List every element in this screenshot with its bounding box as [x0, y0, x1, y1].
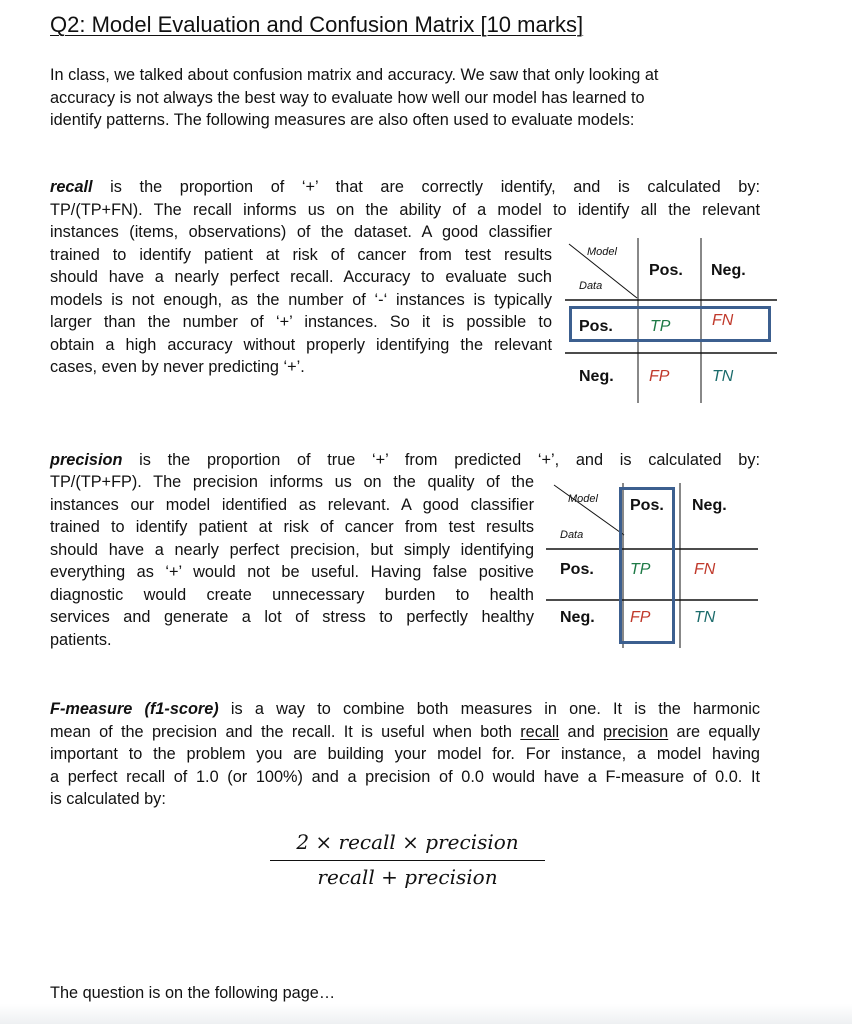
cell-tn: TN — [712, 368, 734, 385]
data-label: Data — [560, 529, 584, 541]
intro-line: identify patterns. The following measures are also often used to evaluate models: — [50, 111, 635, 129]
recall-line: TP/(TP+FN). The recall informs us on the ability of a model to identify all the relevant — [50, 200, 760, 219]
fmeasure-paragraph — [50, 698, 760, 811]
cell-tp: TP — [630, 561, 651, 578]
col-header-pos: Pos. — [630, 497, 664, 514]
recall-first-line-text: is the proportion of ‘+’ that are correctly identify, and is calculated by: — [92, 178, 760, 196]
fmeasure-line: a perfect recall of 1.0 (or 100%) and a precision of 0.0 would have a F-measure of 0.0. It — [50, 767, 760, 786]
precision-confusion-matrix — [546, 483, 761, 648]
f-measure-formula — [270, 830, 545, 889]
recall-line: should have a nearly perfect recall. Accuracy to evaluate such — [50, 268, 552, 286]
precision-paragraph-narrow — [50, 471, 534, 651]
cell-tp: TP — [650, 318, 671, 335]
col-header-neg: Neg. — [711, 262, 746, 279]
row-header-neg: Neg. — [579, 368, 614, 385]
recall-term: recall — [50, 178, 93, 196]
fmeasure-line: is calculated by: — [50, 790, 166, 808]
fmeasure-term: F-measure (f1-score) — [50, 700, 219, 718]
row-header-pos: Pos. — [579, 318, 613, 335]
row-header-pos: Pos. — [560, 561, 594, 578]
fmeasure-second-line — [50, 721, 760, 744]
col-header-neg: Neg. — [692, 497, 727, 514]
recall-confusion-matrix — [565, 238, 785, 403]
data-label: Data — [579, 280, 603, 292]
formula-denominator: recall + precision — [317, 865, 498, 889]
fmeasure-first-line — [50, 698, 760, 721]
cell-fn: FN — [694, 561, 716, 578]
recall-line: instances (items, observations) of the dataset. A good classifier — [50, 223, 552, 241]
cell-fp: FP — [630, 609, 651, 626]
model-label: Model — [568, 493, 598, 505]
recall-paragraph-narrow — [50, 221, 552, 379]
precision-line: services and generate a lot of stress to perfectly healthy — [50, 608, 534, 626]
precision-line: should have a nearly perfect precision, but simply identifying — [50, 540, 534, 559]
precision-underlined: precision — [603, 722, 669, 741]
cell-fn: FN — [712, 312, 734, 329]
model-label: Model — [587, 246, 617, 258]
recall-underlined: recall — [520, 722, 560, 741]
fmeasure-line-text: mean of the precision and the recall. It is useful when both — [50, 722, 521, 741]
precision-line: instances our model identified as relevant. A good classifier — [50, 495, 534, 514]
recall-first-line — [50, 176, 760, 199]
recall-line: trained to identify patient at risk of cancer from test results — [50, 245, 552, 264]
formula-numerator: 2 × recall × precision — [296, 830, 519, 854]
intro-line: accuracy is not always the best way to evaluate how well our model has learned to — [50, 88, 645, 107]
fmeasure-first-line-text: is a way to combine both measures in one. It is the harmonic — [218, 700, 761, 718]
fmeasure-line-text: and — [559, 722, 604, 741]
precision-line: trained to identify patient at risk of cancer from test results — [50, 518, 534, 536]
precision-line: everything as ‘+’ would not be useful. Having false positive — [50, 563, 534, 581]
recall-line: models is not enough, as the number of ‘-‘ instances is typically — [50, 290, 552, 309]
precision-paragraph — [50, 449, 760, 472]
precision-line: patients. — [50, 630, 112, 649]
page-title: Q2: Model Evaluation and Confusion Matrix [10 marks] — [50, 12, 584, 37]
intro-paragraph — [50, 64, 750, 132]
precision-line: diagnostic would create unnecessary burden to health — [50, 585, 534, 604]
intro-line: In class, we talked about confusion matrix and accuracy. We saw that only looking at — [50, 66, 659, 84]
recall-paragraph — [50, 176, 760, 221]
row-header-neg: Neg. — [560, 609, 595, 626]
precision-term: precision — [50, 451, 123, 469]
recall-line: cases, even by never predicting ‘+’. — [50, 358, 305, 376]
page-bottom-edge — [0, 1004, 852, 1024]
fmeasure-line-text: are equally — [668, 722, 760, 741]
cell-tn: TN — [694, 609, 716, 626]
cell-fp: FP — [649, 368, 670, 385]
precision-line: TP/(TP+FP). The precision informs us on the quality of the — [50, 473, 534, 491]
precision-first-line-text: is the proportion of true ‘+’ from predicted ‘+’, and is calculated by: — [122, 451, 760, 469]
col-header-pos: Pos. — [649, 262, 683, 279]
precision-first-line — [50, 449, 760, 472]
fmeasure-line: important to the problem you are building your model for. For instance, a model having — [50, 745, 760, 763]
recall-line: larger than the number of ‘+’ instances. So it is possible to — [50, 313, 552, 331]
recall-line: obtain a high accuracy without properly identifying the relevant — [50, 335, 552, 354]
footer-note: The question is on the following page… — [50, 984, 336, 1002]
